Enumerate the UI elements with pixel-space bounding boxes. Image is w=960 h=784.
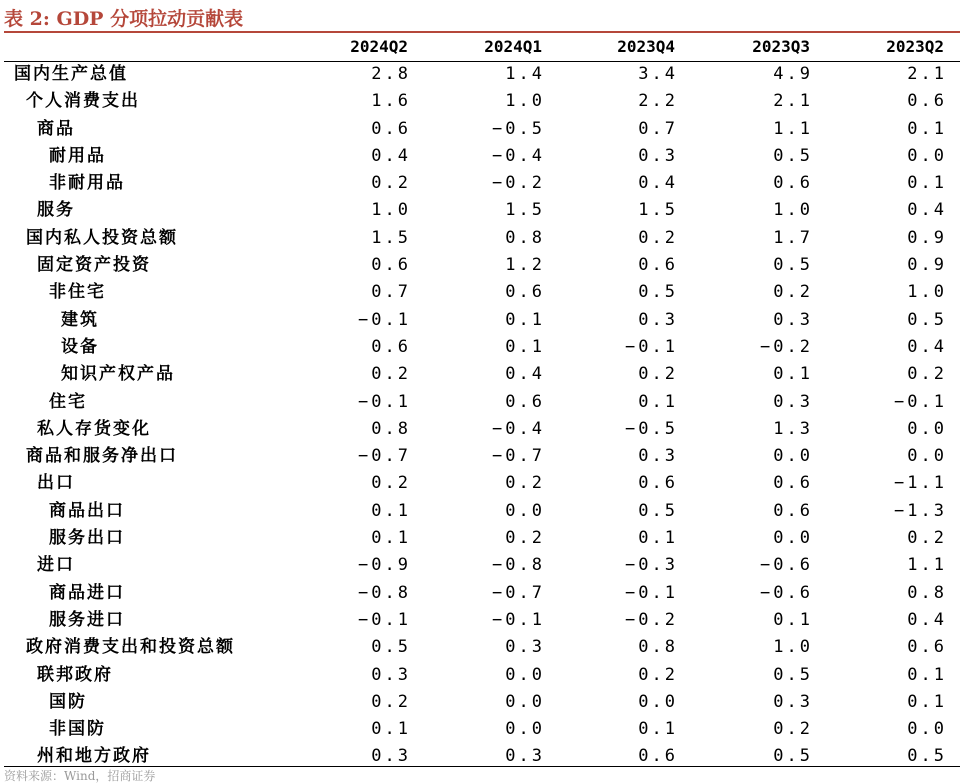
table-row <box>0 225 960 252</box>
column-header-row <box>0 36 960 58</box>
row-label: 出口 <box>37 473 75 494</box>
table-cell: −0.5 <box>625 418 678 439</box>
table-cell: −0.4 <box>492 145 545 166</box>
table-cell: 0.4 <box>907 609 947 630</box>
table-cell: 0.1 <box>907 691 947 712</box>
table-cell: −0.1 <box>358 309 411 330</box>
table-cell: −0.7 <box>492 582 545 603</box>
table-cell: −0.3 <box>625 555 678 576</box>
table-title: 表 2: GDP 分项拉动贡献表 <box>4 8 244 30</box>
table-cell: 1.7 <box>773 227 813 248</box>
table-cell: 0.1 <box>907 664 947 685</box>
table-cell: 0.0 <box>773 446 813 467</box>
table-cell: 0.3 <box>773 309 813 330</box>
table-row <box>0 334 960 361</box>
table-cell: 0.6 <box>371 255 411 276</box>
table-cell: 0.1 <box>638 528 678 549</box>
table-cell: 0.1 <box>371 719 411 740</box>
table-cell: 0.6 <box>907 637 947 658</box>
table-cell: 0.1 <box>638 719 678 740</box>
table-cell: 0.5 <box>371 637 411 658</box>
column-header: 2024Q2 <box>350 37 408 56</box>
row-label: 设备 <box>61 336 99 357</box>
table-row <box>0 443 960 470</box>
table-cell: −0.1 <box>894 391 947 412</box>
table-cell: 2.1 <box>907 64 947 84</box>
table-cell: 0.5 <box>773 746 813 767</box>
table-cell: 0.1 <box>371 500 411 521</box>
table-cell: 0.1 <box>638 391 678 412</box>
table-cell: 0.0 <box>907 145 947 166</box>
column-header: 2023Q4 <box>617 37 675 56</box>
table-cell: 0.8 <box>638 637 678 658</box>
table-cell: 0.2 <box>907 528 947 549</box>
table-cell: 1.1 <box>773 118 813 139</box>
table-cell: −0.1 <box>492 609 545 630</box>
table-cell: 2.1 <box>773 91 813 112</box>
table-row <box>0 470 960 497</box>
table-cell: 0.6 <box>907 91 947 112</box>
row-label: 商品 <box>37 118 75 139</box>
table-row <box>0 525 960 552</box>
row-label: 住宅 <box>49 391 87 412</box>
table-cell: 0.0 <box>505 691 545 712</box>
table-cell: 0.8 <box>371 418 411 439</box>
table-row <box>0 88 960 115</box>
table-cell: 0.5 <box>773 664 813 685</box>
table-cell: −0.9 <box>358 555 411 576</box>
row-label: 商品出口 <box>49 500 125 521</box>
table-row <box>0 389 960 416</box>
table-cell: 0.4 <box>638 173 678 194</box>
table-row <box>0 607 960 634</box>
table-cell: 0.6 <box>638 746 678 767</box>
table-cell: 1.1 <box>907 555 947 576</box>
table-cell: −0.7 <box>492 446 545 467</box>
row-label: 政府消费支出和投资总额 <box>26 637 235 658</box>
table-cell: −0.7 <box>358 446 411 467</box>
row-label: 州和地方政府 <box>37 746 151 767</box>
table-cell: 0.1 <box>773 364 813 385</box>
table-cell: −1.3 <box>894 500 947 521</box>
row-label: 个人消费支出 <box>26 91 140 112</box>
table-row <box>0 197 960 224</box>
row-label: 服务 <box>37 200 75 221</box>
table-cell: 0.7 <box>371 282 411 303</box>
table-cell: 0.5 <box>907 746 947 767</box>
row-label: 非耐用品 <box>49 173 125 194</box>
table-cell: 0.9 <box>907 227 947 248</box>
table-row <box>0 689 960 716</box>
table-row <box>0 307 960 334</box>
table-cell: −0.2 <box>492 173 545 194</box>
table-cell: 0.2 <box>371 364 411 385</box>
table-cell: 0.0 <box>907 418 947 439</box>
column-header: 2023Q2 <box>886 37 944 56</box>
table-cell: −0.2 <box>625 609 678 630</box>
table-row <box>0 552 960 579</box>
table-row <box>0 170 960 197</box>
table-cell: −0.1 <box>625 582 678 603</box>
row-label: 商品和服务净出口 <box>26 446 178 467</box>
table-row <box>0 279 960 306</box>
row-label: 私人存货变化 <box>37 418 151 439</box>
table-cell: 1.0 <box>907 282 947 303</box>
table-cell: 1.2 <box>505 255 545 276</box>
table-cell: 0.2 <box>371 173 411 194</box>
table-body <box>0 61 960 771</box>
table-row <box>0 61 960 88</box>
row-label: 非国防 <box>49 719 106 740</box>
row-label: 建筑 <box>61 309 99 330</box>
table-cell: 0.1 <box>907 118 947 139</box>
table-cell: 0.5 <box>638 500 678 521</box>
table-cell: 0.2 <box>505 473 545 494</box>
table-cell: 1.0 <box>773 200 813 221</box>
table-cell: 0.0 <box>505 500 545 521</box>
table-cell: 0.2 <box>371 691 411 712</box>
table-cell: 0.3 <box>505 746 545 767</box>
table-cell: 2.8 <box>371 64 411 84</box>
table-cell: 0.2 <box>773 719 813 740</box>
table-cell: −0.8 <box>358 582 411 603</box>
table-cell: 0.2 <box>773 282 813 303</box>
table-cell: −0.4 <box>492 418 545 439</box>
table-cell: 0.4 <box>371 145 411 166</box>
table-cell: −0.6 <box>760 555 813 576</box>
column-header: 2023Q3 <box>752 37 810 56</box>
table-cell: 1.5 <box>638 200 678 221</box>
table-row <box>0 416 960 443</box>
table-cell: 0.8 <box>907 582 947 603</box>
table-cell: 0.6 <box>638 255 678 276</box>
table-cell: 0.2 <box>638 364 678 385</box>
table-cell: 4.9 <box>773 64 813 84</box>
table-row <box>0 662 960 689</box>
column-header: 2024Q1 <box>484 37 542 56</box>
table-cell: 0.8 <box>505 227 545 248</box>
table-cell: 0.0 <box>505 664 545 685</box>
table-cell: 0.1 <box>907 173 947 194</box>
table-cell: 0.2 <box>638 227 678 248</box>
table-cell: 0.1 <box>773 609 813 630</box>
row-label: 国内私人投资总额 <box>26 227 178 248</box>
table-cell: 0.6 <box>505 282 545 303</box>
table-cell: 1.5 <box>505 200 545 221</box>
table-row <box>0 498 960 525</box>
table-row <box>0 716 960 743</box>
table-cell: 0.0 <box>773 528 813 549</box>
row-label: 知识产权产品 <box>61 364 175 385</box>
table-cell: 0.2 <box>505 528 545 549</box>
table-cell: 0.5 <box>638 282 678 303</box>
table-cell: 0.1 <box>505 309 545 330</box>
table-cell: 0.4 <box>907 336 947 357</box>
table-cell: 1.4 <box>505 64 545 84</box>
row-label: 国内生产总值 <box>14 64 128 84</box>
table-cell: 0.6 <box>773 473 813 494</box>
table-cell: 1.0 <box>371 200 411 221</box>
table-cell: 0.2 <box>638 664 678 685</box>
table-cell: 3.4 <box>638 64 678 84</box>
table-cell: 0.0 <box>505 719 545 740</box>
table-cell: −0.1 <box>358 609 411 630</box>
table-cell: 0.4 <box>505 364 545 385</box>
table-cell: 1.3 <box>773 418 813 439</box>
table-cell: 0.4 <box>907 200 947 221</box>
row-label: 服务进口 <box>49 609 125 630</box>
row-label: 固定资产投资 <box>37 255 151 276</box>
row-label: 国防 <box>49 691 87 712</box>
table-cell: −0.8 <box>492 555 545 576</box>
table-cell: 0.2 <box>371 473 411 494</box>
table-cell: 0.3 <box>638 309 678 330</box>
table-cell: 0.3 <box>638 446 678 467</box>
table-cell: 0.3 <box>773 691 813 712</box>
table-row <box>0 252 960 279</box>
row-label: 商品进口 <box>49 582 125 603</box>
table-cell: 0.2 <box>907 364 947 385</box>
table-cell: 0.1 <box>371 528 411 549</box>
table-cell: 0.6 <box>773 500 813 521</box>
source-note: 资料来源：Wind，招商证券 <box>4 769 156 783</box>
table-row <box>0 143 960 170</box>
table-cell: 0.3 <box>505 637 545 658</box>
table-cell: 0.9 <box>907 255 947 276</box>
row-label: 服务出口 <box>49 528 125 549</box>
row-label: 联邦政府 <box>37 664 113 685</box>
table-cell: 1.0 <box>505 91 545 112</box>
table-cell: 0.6 <box>371 118 411 139</box>
table-cell: −0.2 <box>760 336 813 357</box>
table-cell: 0.5 <box>773 255 813 276</box>
table-cell: −0.1 <box>358 391 411 412</box>
table-cell: 0.6 <box>505 391 545 412</box>
top-rule <box>4 31 960 33</box>
table-cell: 1.6 <box>371 91 411 112</box>
table-cell: 0.7 <box>638 118 678 139</box>
table-cell: −0.1 <box>625 336 678 357</box>
table-cell: 0.6 <box>371 336 411 357</box>
table-row <box>0 634 960 661</box>
table-cell: 0.6 <box>638 473 678 494</box>
table-cell: 0.1 <box>505 336 545 357</box>
table-cell: 0.0 <box>907 446 947 467</box>
table-cell: 0.3 <box>371 664 411 685</box>
table-cell: 1.5 <box>371 227 411 248</box>
row-label: 非住宅 <box>49 282 106 303</box>
row-label: 耐用品 <box>49 145 106 166</box>
table-cell: −0.5 <box>492 118 545 139</box>
table-cell: −0.6 <box>760 582 813 603</box>
table-cell: 0.0 <box>638 691 678 712</box>
table-cell: 1.0 <box>773 637 813 658</box>
table-cell: 0.3 <box>371 746 411 767</box>
table-row <box>0 361 960 388</box>
table-row <box>0 580 960 607</box>
table-cell: 0.5 <box>773 145 813 166</box>
table-cell: 0.0 <box>907 719 947 740</box>
table-cell: 0.6 <box>773 173 813 194</box>
row-label: 进口 <box>37 555 75 576</box>
table-cell: 0.3 <box>638 145 678 166</box>
table-cell: 0.3 <box>773 391 813 412</box>
table-row <box>0 116 960 143</box>
table-cell: 0.5 <box>907 309 947 330</box>
table-cell: −1.1 <box>894 473 947 494</box>
table-cell: 2.2 <box>638 91 678 112</box>
